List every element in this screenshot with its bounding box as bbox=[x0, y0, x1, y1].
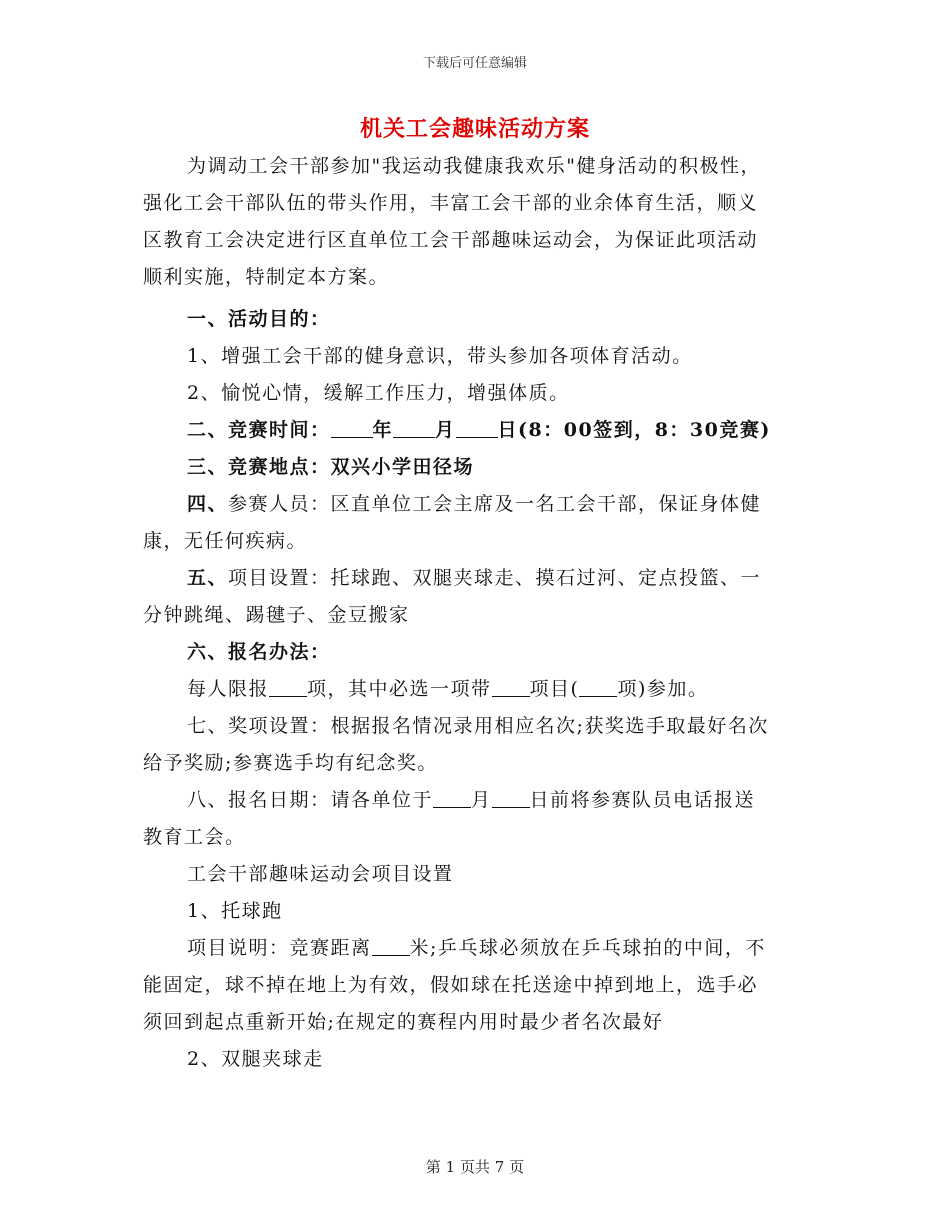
intro-line-4: 顺利实施，特制定本方案。 bbox=[143, 266, 390, 288]
section-4-line-2: 康，无任何疾病。 bbox=[143, 530, 308, 552]
item-1-line-1: 项目说明：竞赛距离 米;乒乓球必须放在乒乓球拍的中间，不 bbox=[187, 937, 766, 959]
item-1-title: 1、托球跑 bbox=[187, 900, 283, 922]
blank-reg-day bbox=[492, 789, 530, 808]
section-8-line-1: 八、报名日期：请各单位于 月 日前将参赛队员电话报送 bbox=[187, 789, 756, 811]
section-1-heading: 一、活动目的： bbox=[187, 308, 331, 330]
document-title: 机关工会趣味活动方案 bbox=[359, 116, 590, 142]
section-4-line-1: 四、参赛人员：区直单位工会主席及一名工会干部，保证身体健 bbox=[187, 493, 762, 515]
blank-lead bbox=[492, 678, 530, 697]
intro-line-1: 为调动工会干部参加"我运动我健康我欢乐"健身活动的积极性， bbox=[187, 155, 761, 177]
section-1-item-2: 2、愉悦心情，缓解工作压力，增强体质。 bbox=[187, 382, 570, 404]
blank-day bbox=[456, 419, 498, 438]
item-2-title: 2、双腿夹球走 bbox=[187, 1048, 324, 1070]
item-1-line-2: 能固定，球不掉在地上为有效，假如球在托送途中掉到地上，选手必 bbox=[143, 974, 759, 996]
item-1-line-3: 须回到起点重新开始;在规定的赛程内用时最少者名次最好 bbox=[143, 1011, 664, 1033]
section-5-line-2: 分钟跳绳、踢毽子、金豆搬家 bbox=[143, 604, 410, 626]
section-7-line-1: 七、奖项设置：根据报名情况录用相应名次;获奖选手取最好名次 bbox=[187, 715, 769, 737]
page-footer: 第 1 页共 7 页 bbox=[425, 1158, 525, 1176]
section-2-time: 二、竞赛时间： 年 月 日(8：00签到，8：30竞赛) bbox=[187, 419, 771, 441]
blank-year bbox=[331, 419, 373, 438]
section-5-line-1: 五、项目设置：托球跑、双腿夹球走、摸石过河、定点投篮、一 bbox=[187, 567, 762, 589]
intro-line-2: 强化工会干部队伍的带头作用，丰富工会干部的业余体育生活，顺义 bbox=[143, 192, 759, 214]
subtitle: 工会干部趣味运动会项目设置 bbox=[187, 863, 454, 885]
blank-count bbox=[269, 678, 307, 697]
section-8-line-2: 教育工会。 bbox=[143, 826, 246, 848]
blank-distance bbox=[372, 937, 410, 956]
blank-items bbox=[579, 678, 617, 697]
intro-line-3: 区教育工会决定进行区直单位工会干部趣味运动会，为保证此项活动 bbox=[143, 229, 759, 251]
section-6-body: 每人限报 项，其中必选一项带 项目( 项)参加。 bbox=[187, 678, 709, 700]
section-7-line-2: 给予奖励;参赛选手均有纪念奖。 bbox=[143, 752, 438, 774]
blank-reg-month bbox=[433, 789, 471, 808]
section-3-location: 三、竞赛地点：双兴小学田径场 bbox=[187, 456, 475, 478]
page-header: 下载后可任意编辑 bbox=[422, 56, 527, 71]
section-1-item-1: 1、增强工会干部的健身意识，带头参加各项体育活动。 bbox=[187, 345, 693, 367]
blank-month bbox=[393, 419, 435, 438]
section-6-heading: 六、报名办法： bbox=[187, 641, 331, 663]
